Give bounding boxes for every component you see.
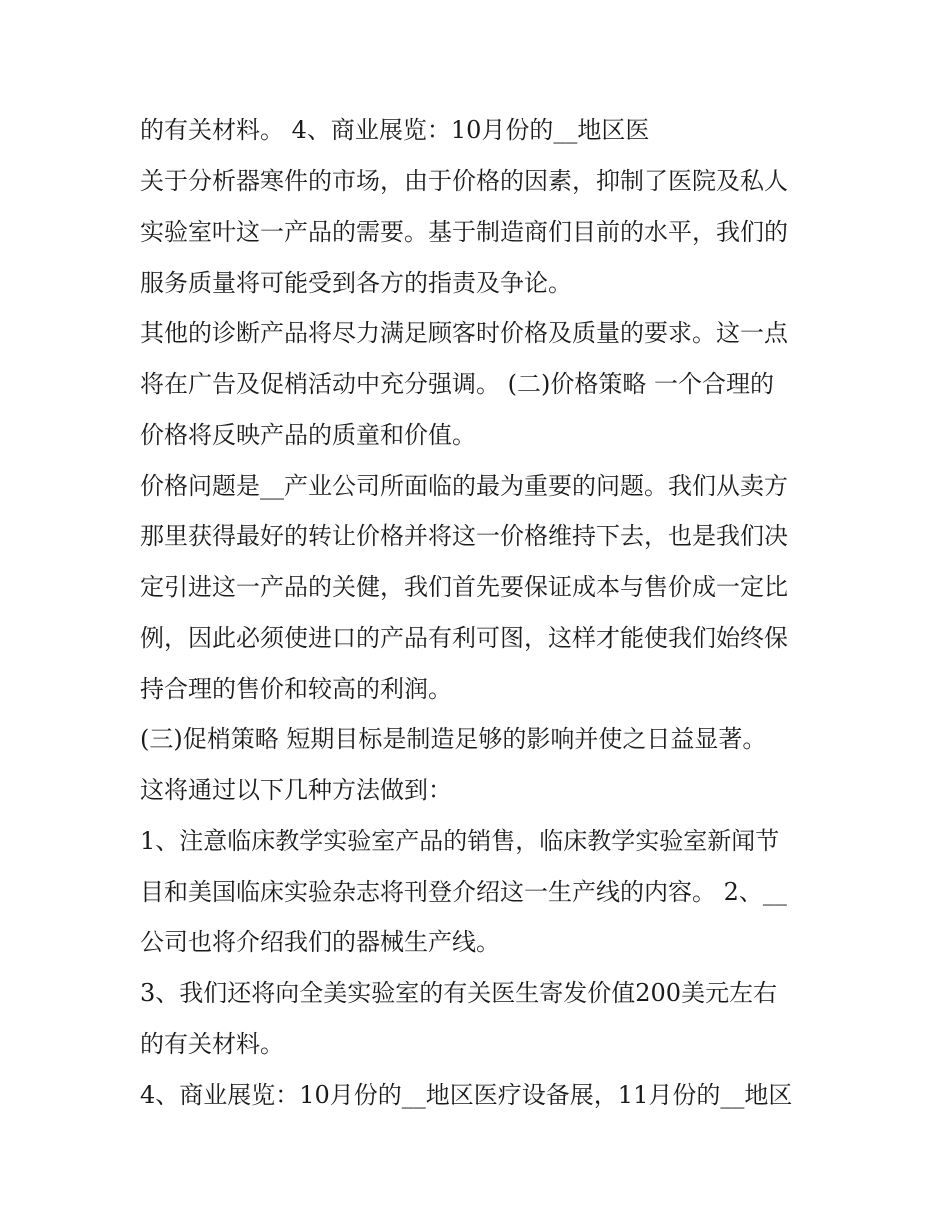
text-line: 目和美国临床实验杂志将刊登介绍这一生产线的内容。 2、__ bbox=[140, 878, 787, 906]
text-line: 的有关材料。 bbox=[140, 1030, 284, 1058]
text-line: (三)促梢策略 短期目标是制造足够的影响并使之日益显著。 bbox=[140, 725, 767, 753]
text-line: 关于分析器寒件的市场，由于价格的因素，抑制了医院及私人 bbox=[140, 167, 788, 195]
text-line: 的有关材料。 4、商业展览：10月份的__地区医 bbox=[140, 116, 650, 144]
text-line: 那里获得最好的转让价格并将这一价格维持下去，也是我们决 bbox=[140, 522, 788, 550]
text-line: 持合理的售价和较高的利润。 bbox=[140, 675, 452, 703]
text-line: 服务质量将可能受到各方的指责及争论。 bbox=[140, 269, 572, 297]
text-line: 价格将反映产品的质童和价值。 bbox=[140, 421, 476, 449]
text-line: 例，因此必须使进口的产品有利可图，这样才能使我们始终保 bbox=[140, 624, 788, 652]
text-line: 将在广告及促梢活动中充分强调。 (二)价格策略 一个合理的 bbox=[140, 370, 774, 398]
text-line: 3、我们还将向全美实验室的有关医生寄发价值200美元左右 bbox=[140, 979, 778, 1007]
text-line: 公司也将介绍我们的器械生产线。 bbox=[140, 928, 500, 956]
text-line: 这将通过以下几种方法做到： bbox=[140, 776, 452, 804]
text-line: 1、注意临床教学实验室产品的销售，临床教学实验室新闻节 bbox=[140, 827, 780, 855]
text-line: 实验室叶这一产品的需要。基于制造商们目前的水平，我们的 bbox=[140, 218, 788, 246]
text-line: 定引进这一产品的关健，我们首先要保证成本与售价成一定比 bbox=[140, 573, 788, 601]
text-line: 价格问题是__产业公司所面临的最为重要的问题。我们从卖方 bbox=[140, 472, 788, 500]
text-line: 其他的诊断产品将尽力满足顾客时价格及质量的要求。这一点 bbox=[140, 319, 788, 347]
text-line: 4、商业展览：10月份的__地区医疗设备展，11月份的__地区 bbox=[140, 1081, 793, 1109]
